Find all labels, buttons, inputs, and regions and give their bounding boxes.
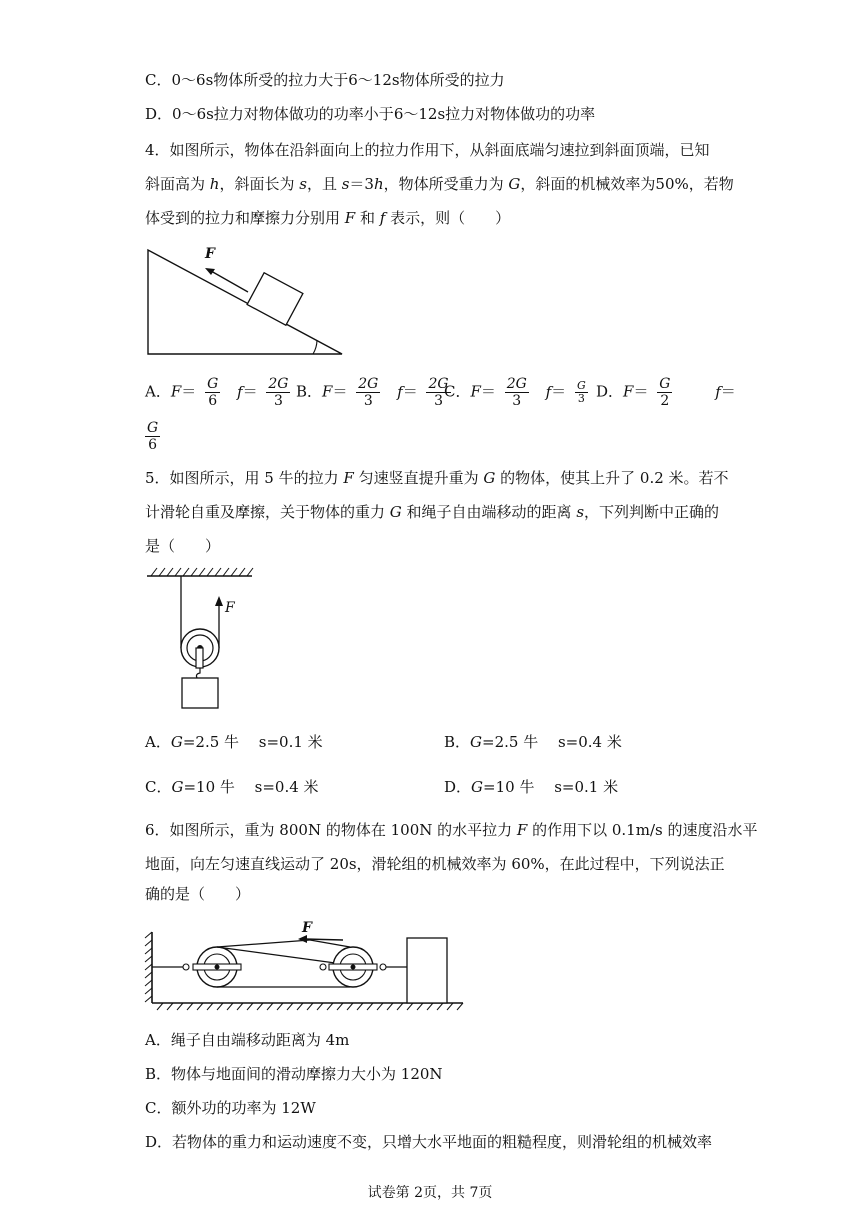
q5-option-c: C．G=10 牛 s=0.4 米: [145, 778, 319, 796]
q6-option-a: A．绳子自由端移动距离为 4m: [145, 1031, 350, 1049]
q6-stem-line3: 确的是（ ）: [145, 885, 251, 903]
q4-option-c: C．F＝ $\frac{2G}{3}$ f＝ $\frac{G}{3}$: [444, 376, 586, 409]
q5-stem-line2: 计滑轮自重及摩擦，关于物体的重力 G 和绳子自由端移动的距离 s，下列判断中正确的: [145, 503, 720, 521]
q6-stem-line2: 地面，向左匀速直线运动了 20s，滑轮组的机械效率为 60%，在此过程中，下列说法正: [145, 855, 725, 873]
q4-option-b: B．F＝ $\frac{2G}{3}$ f＝ $\frac{2G}{3}$: [296, 376, 449, 409]
q4-stem-line1: 4．如图所示，物体在沿斜面向上的拉力作用下，从斜面底端匀速拉到斜面顶端，已知: [145, 141, 710, 159]
q5-option-a: A．G=2.5 牛 s=0.1 米: [145, 733, 323, 751]
q4-option-d: D．F＝ $\frac{G}{2}$ f＝: [596, 376, 736, 409]
q3-option-d: D．0～6s拉力对物体做功的功率小于6～12s拉力对物体做功的功率: [145, 105, 596, 123]
q4-option-a: A．F＝ $\frac{G}{6}$ f＝ $\frac{2G}{3}$: [145, 376, 289, 409]
q5-stem-line1: 5．如图所示，用 5 牛的拉力 F 匀速竖直提升重为 G 的物体，使其上升了 0.2 米。若不: [145, 469, 729, 487]
q6-option-c: C．额外功的功率为 12W: [145, 1099, 316, 1117]
q5-option-b: B．G=2.5 牛 s=0.4 米: [444, 733, 622, 751]
q4-stem-line2: 斜面高为 h，斜面长为 s，且 s＝3h，物体所受重力为 G，斜面的机械效率为50%，若物: [145, 175, 734, 193]
page-footer: 试卷第 2页，共 7页: [367, 1185, 493, 1201]
q6-option-d: D．若物体的重力和运动速度不变，只增大水平地面的粗糙程度，则滑轮组的机械效率: [145, 1133, 713, 1151]
pulley-force-label: F: [225, 600, 235, 616]
q5-option-d: D．G=10 牛 s=0.1 米: [444, 778, 619, 796]
horizontal-pulley-figure: [145, 920, 470, 1010]
q3-option-c: C．0～6s物体所受的拉力大于6～12s物体所受的拉力: [145, 71, 505, 89]
movable-pulley-figure: [145, 566, 255, 712]
q4-stem-line3: 体受到的拉力和摩擦力分别用 F 和 f 表示，则（ ）: [145, 209, 511, 227]
q6-stem-line1: 6．如图所示，重为 800N 的物体在 100N 的水平拉力 F 的作用下以 0.1m/s 的速度沿水平: [145, 821, 758, 839]
incline-figure: [145, 244, 350, 359]
q6-option-b: B．物体与地面间的滑动摩擦力大小为 120N: [145, 1065, 443, 1083]
horizontal-force-label: F: [302, 920, 312, 936]
incline-force-label: F: [205, 246, 215, 262]
q4-option-d-friction-fraction: $\frac{G}{6}$: [147, 420, 159, 453]
q5-stem-line3: 是（ ）: [145, 537, 221, 555]
